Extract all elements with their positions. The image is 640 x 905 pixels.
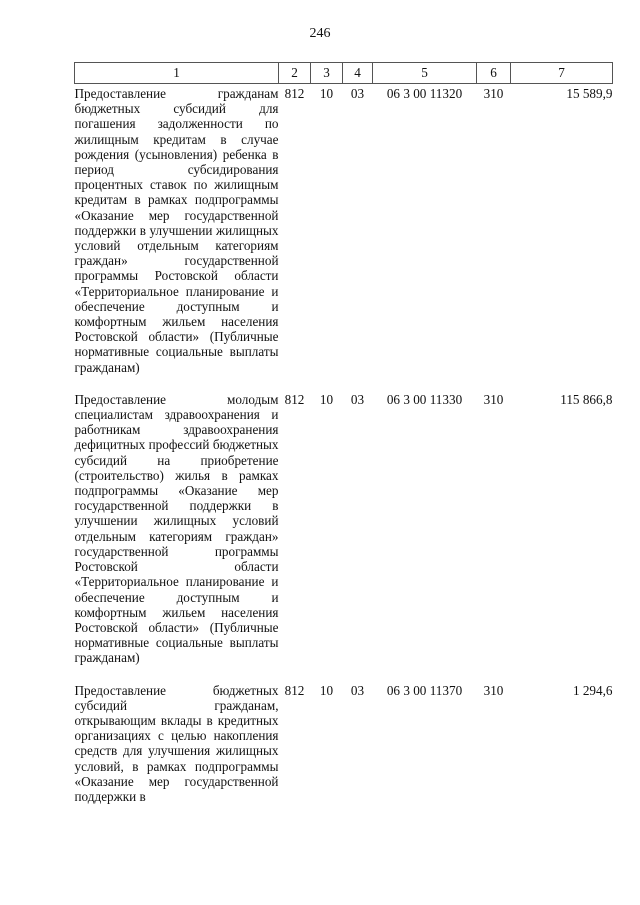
section-code: 10 <box>319 682 334 698</box>
subsection-code: 03 <box>350 391 365 407</box>
column-header: 3 <box>311 63 343 84</box>
row-description: Предоставление молодым специалистам здравоохранения и работникам здравоохранения дефицитных профессий бюджетных субсидий на приобретение (строительство) жилья в рамках подпрограммы «Оказание мер государственной поддержки в улучшении жилищных условий отдельным категориям граждан» государственной программы Ростовской области «Территориальное планирование и обеспечение доступным и комфортным жильем населения Ростовской области» (Публичные нормативные социальные выплаты гражданам) <box>74 391 279 666</box>
header-row <box>75 63 613 84</box>
table-row <box>75 375 613 666</box>
expense-type-code: 310 <box>483 682 504 698</box>
page-number: 246 <box>309 26 331 41</box>
row-description: Предоставление бюджетных субсидий гражданам, открывающим вклады в кредитных организациях с целью накопления средств для улучшения жилищных условий, в рамках подпрограммы «Оказание мер государственной поддержки в <box>74 682 279 804</box>
column-header: 7 <box>511 63 613 84</box>
amount: 115 866,8 <box>560 391 613 407</box>
section-code: 10 <box>319 391 334 407</box>
budget-table <box>74 62 613 804</box>
section-code: 10 <box>319 86 334 101</box>
column-header: 2 <box>279 63 311 84</box>
target-article-code: 06 3 00 11320 <box>386 86 463 101</box>
column-header: 4 <box>343 63 373 84</box>
target-article-code: 06 3 00 11330 <box>386 391 463 407</box>
table-row <box>75 84 613 375</box>
ministry-code: 812 <box>284 682 305 698</box>
column-header: 6 <box>477 63 511 84</box>
column-header: 5 <box>373 63 477 84</box>
ministry-code: 812 <box>284 391 305 407</box>
amount: 15 589,9 <box>566 86 613 101</box>
table-row <box>75 666 613 805</box>
column-header: 1 <box>75 63 279 84</box>
expense-type-code: 310 <box>483 391 504 407</box>
subsection-code: 03 <box>350 682 365 698</box>
row-description: Предоставление гражданам бюджетных субсидий для погашения задолженности по жилищным кредитам в случае рождения (усыновления) ребенка в период субсидирования процентных ставок по жилищным кредитам в рамках подпрограммы «Оказание мер государственной поддержки в улучшении жилищных условий отдельным категориям граждан» государственной программы Ростовской области «Территориальное планирование и обеспечение доступным и комфортным жильем населения Ростовской области» (Публичные нормативные социальные выплаты гражданам) <box>74 86 279 375</box>
expense-type-code: 310 <box>483 86 504 101</box>
amount: 1 294,6 <box>572 682 613 698</box>
target-article-code: 06 3 00 11370 <box>386 682 463 698</box>
ministry-code: 812 <box>284 86 305 101</box>
subsection-code: 03 <box>350 86 365 101</box>
